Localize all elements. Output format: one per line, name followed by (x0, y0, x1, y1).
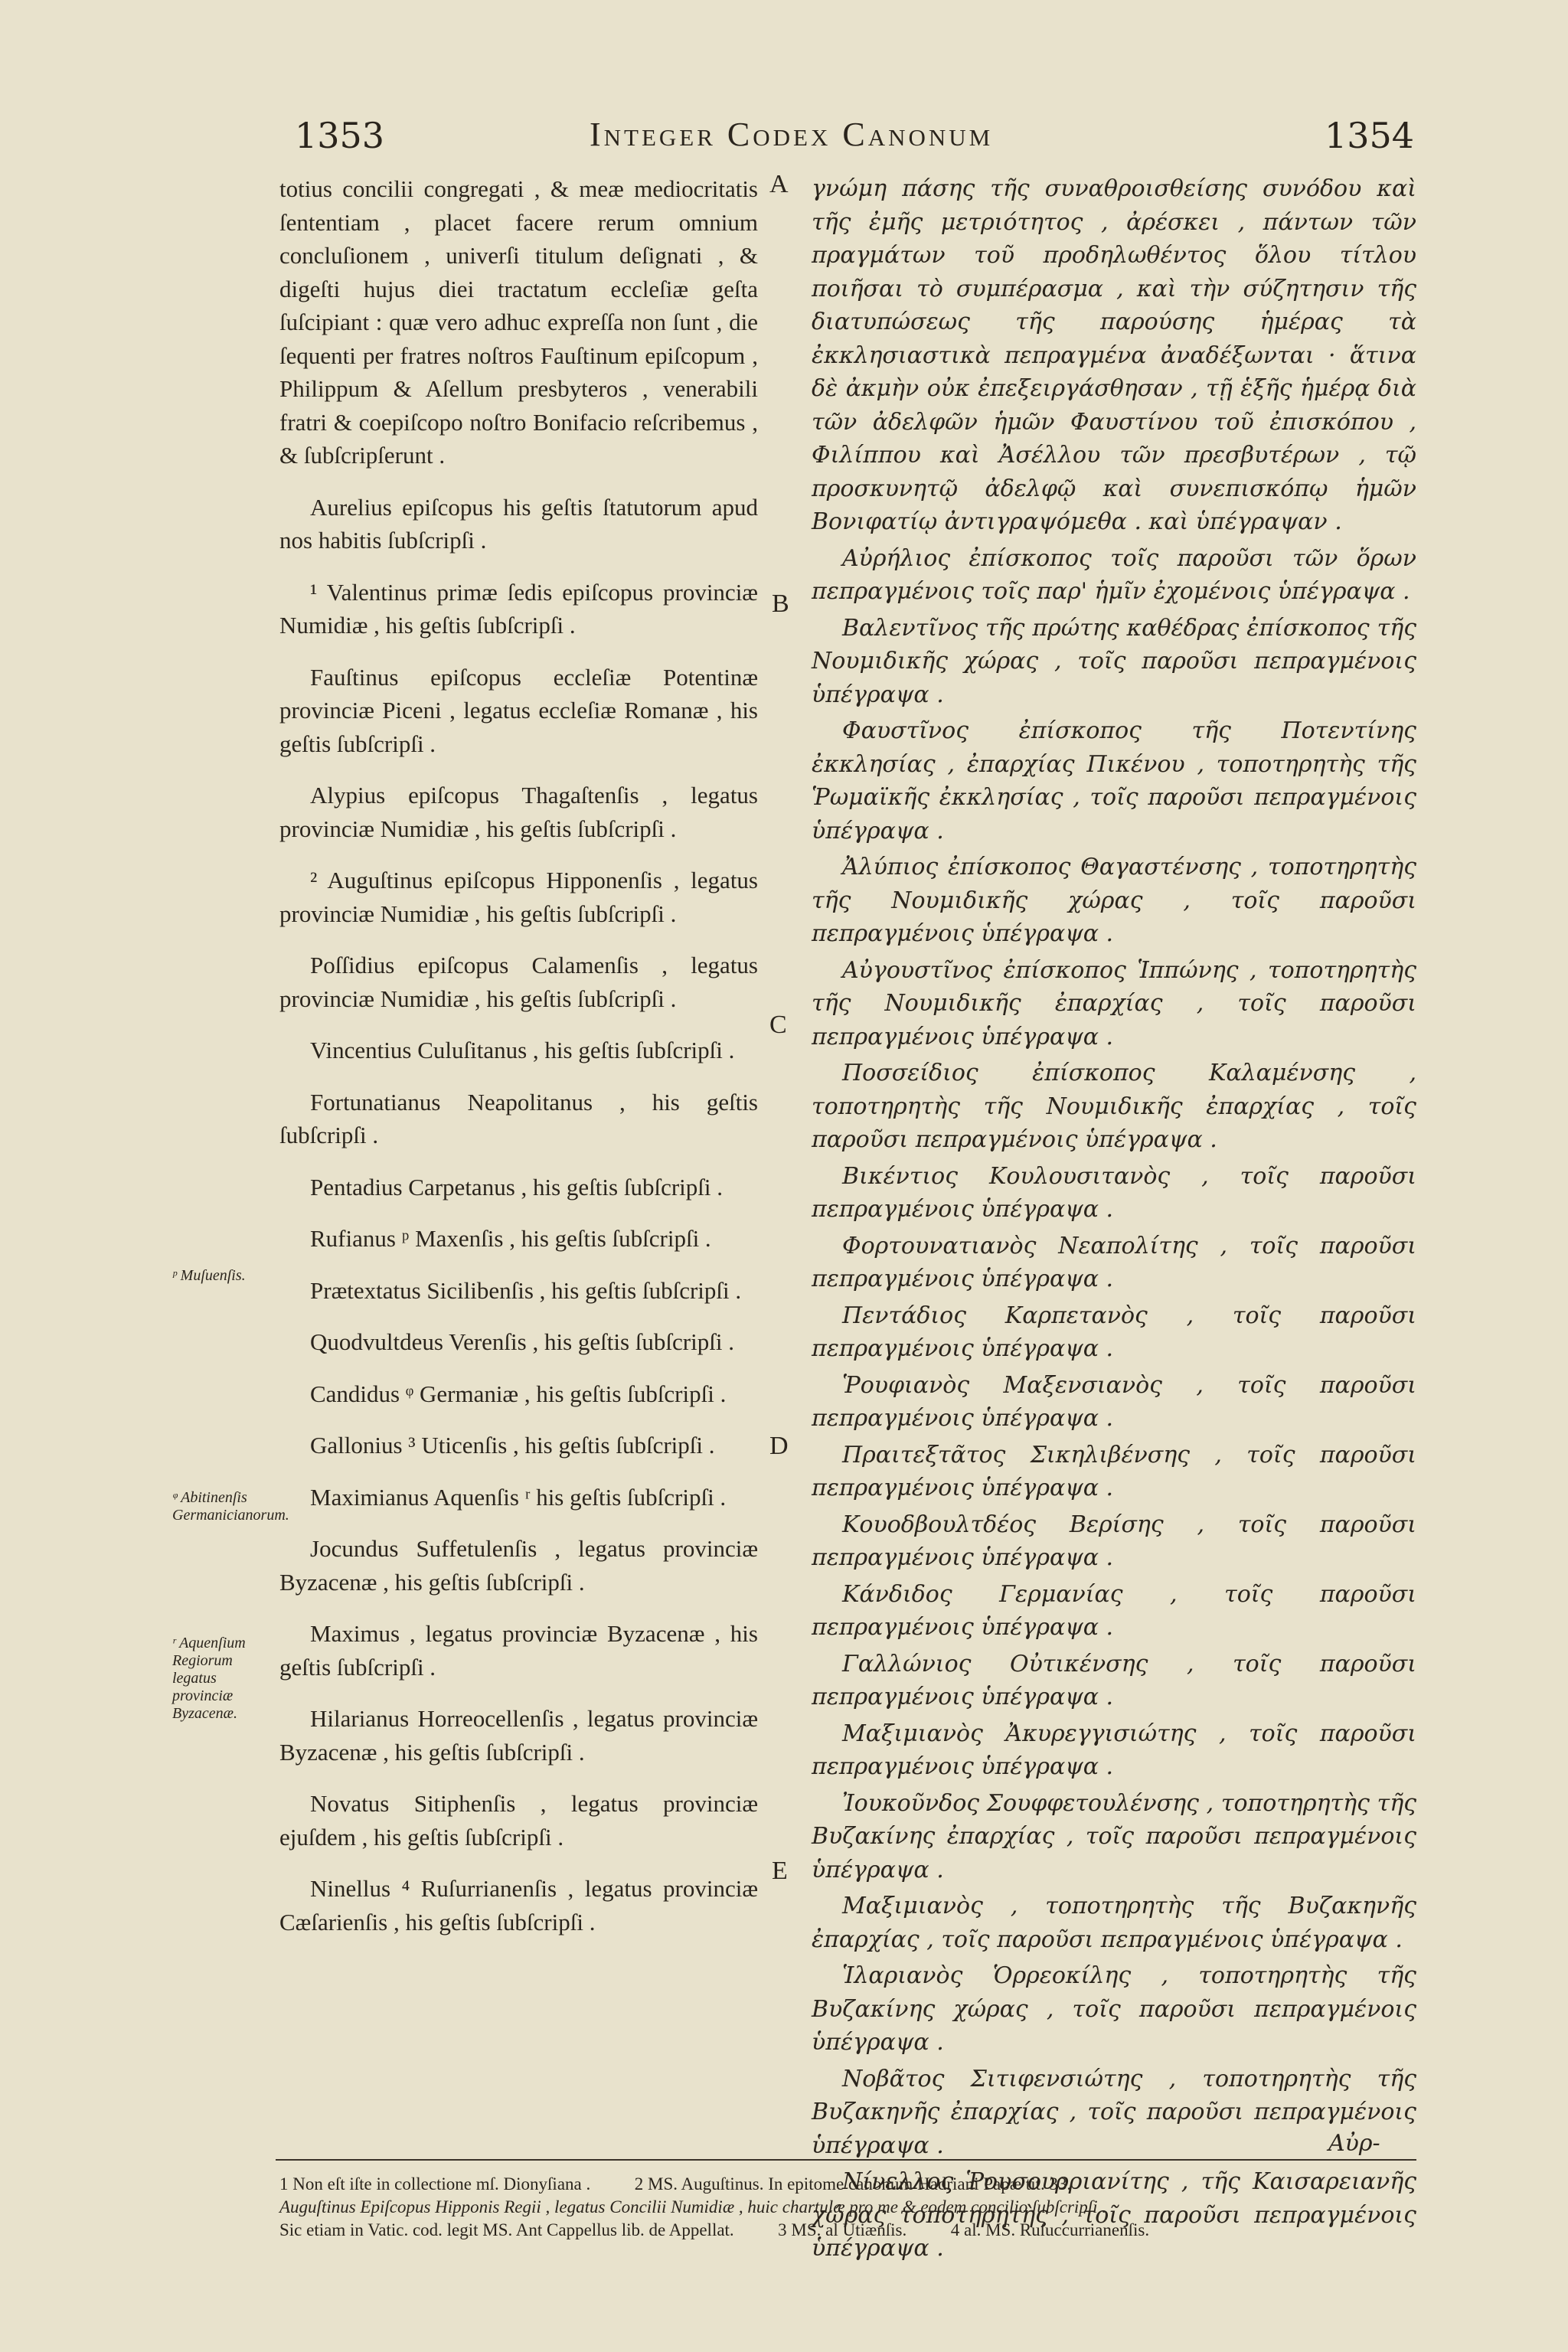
greek-paragraph: γνώμη πάσης τῆς συναθροισθείσης συνόδου καὶ τῆς ἐμῆς μετριότητος , ἀρέσκει , πάντων τῶν πραγμάτων τοῦ προδηλωθέντος ὅλου τίτλου ποιῆσαι τὸ συμπέρασμα , καὶ τὴν σύζητησιν τῆς διατυπώσεως τῆς παρούσης ἡμέρας τὰ ἐκκλησιαστικὰ πεπραγμένα ἀναδέξωνται · ἅτινα δὲ ἀκμὴν οὐκ ἐπεξειργάσθησαν , τῇ ἑξῆς ἡμέρᾳ διὰ τῶν ἀδελφῶν ἡμῶν Φαυστίνου τοῦ ἐπισκόπου , Φιλίππου καὶ Ἀσέλλου τῶν πρεσβυτέρων , τῷ προσκυνητῷ ἀδελφῷ καὶ συνεπισκόπῳ ἡμῶν Βονιφατίῳ ἀντιγραψόμεθα . καὶ ὑπέγραψαν . (812, 175, 1416, 535)
page-number-left: 1353 (295, 115, 385, 156)
latin-paragraph: ² Auguſtinus epiſcopus Hipponenſis , legatus provinciæ Numidiæ , his geſtis ſubſcripſi . (279, 867, 758, 927)
latin-paragraph: totius concilii congregati , & meæ mediocritatis ſententiam , placet facere rerum omnium concluſionem , univerſi titulum deſignati , & digeſti hujus diei tractatum eccleſiæ geſta ſuſcipiant : quæ vero adhuc expreſſa non ſunt , die ſequenti per fratres noſtros Fauſtinum epiſcopum , Philippum & Aſellum presbyteros , venerabili fratri & coepiſcopo noſtro Bonifacio reſcribemus , & ſubſcripſerunt . (279, 175, 758, 469)
greek-paragraph: Νίνελλος Ῥουσουρριανίτης , τῆς Καισαρειανῆς χώρας τοποτηρητὴς , τοῖς παροῦσι πεπραγμένοις ὑπέγραψα . (812, 2168, 1416, 2262)
running-title: Integer Codex Canonum (590, 116, 994, 153)
greek-paragraph: Κάνδιδος Γερμανίας , τοῖς παροῦσι πεπραγμένοις ὑπέγραψα . (812, 1580, 1416, 1641)
footnotes (279, 2173, 1428, 2242)
latin-paragraph: Rufianus ᵖ Maxenſis , his geſtis ſubſcripſi . (310, 1225, 711, 1252)
margin-letter-c: C (769, 1011, 787, 1039)
footnote-line: 1 Non eſt iſte in collectione mſ. Dionyſiana . 2 MS. Auguſtinus. In epitome canonum Hadriani Papæ tit. 33. (279, 2174, 1072, 2194)
greek-paragraph: Γαλλώνιος Οὐτικένσης , τοῖς παροῦσι πεπραγμένοις ὑπέγραψα . (812, 1650, 1416, 1710)
latin-paragraph: Gallonius ³ Uticenſis , his geſtis ſubſcripſi . (310, 1432, 715, 1459)
latin-paragraph: Maximus , legatus provinciæ Byzacenæ , his geſtis ſubſcripſi . (279, 1620, 758, 1681)
latin-column (279, 172, 758, 1957)
greek-paragraph: Νοβᾶτος Σιτιφενσιώτης , τοποτηρητὴς τῆς Βυζακηνῆς ἐπαρχίας , τοῖς παροῦσι πεπραγμένοις ὑπέγραψα . (812, 2065, 1416, 2159)
latin-paragraph: Ninellus ⁴ Ruſurrianenſis , legatus provinciæ Cæſarienſis , his geſtis ſubſcripſi . (279, 1875, 758, 1936)
greek-paragraph: Βαλεντῖνος τῆς πρώτης καθέδρας ἐπίσκοπος τῆς Νουμιδικῆς χώρας , τοῖς παροῦσι πεπραγμένοις ὑπέγραψα . (812, 614, 1416, 708)
greek-paragraph: Μαξιμιανὸς , τοποτηρητὴς τῆς Βυζακηνῆς ἐπαρχίας , τοῖς παροῦσι πεπραγμένοις ὑπέγραψα . (812, 1893, 1416, 1953)
greek-paragraph: Φαυστῖνος ἐπίσκοπος τῆς Ποτεντίνης ἐκκλησίας , ἐπαρχίας Πικένου , τοποτηρητὴς τῆς Ῥωμαϊκῆς ἐκκλησίας , τοῖς παροῦσι πεπραγμένοις ὑπέγραψα . (812, 717, 1416, 844)
greek-paragraph: Πεντάδιος Καρπετανὸς , τοῖς παροῦσι πεπραγμένοις ὑπέγραψα . (812, 1302, 1416, 1362)
greek-paragraph: Αὐρήλιος ἐπίσκοπος τοῖς παροῦσι τῶν ὅρων πεπραγμένοις τοῖς παρ' ἡμῖν ἐχομένοις ὑπέγραψα . (812, 544, 1416, 605)
greek-paragraph: Μαξιμιανὸς Ἀκυρεγγισιώτης , τοῖς παροῦσι πεπραγμένοις ὑπέγραψα . (812, 1720, 1416, 1780)
latin-paragraph: ¹ Valentinus primæ ſedis epiſcopus provinciæ Numidiæ , his geſtis ſubſcripſi . (279, 578, 758, 639)
margin-letter-d: D (769, 1432, 789, 1460)
greek-paragraph: Ἀλύπιος ἐπίσκοπος Θαγαστένσης , τοποτηρητὴς τῆς Νουμιδικῆς χώρας , τοῖς παροῦσι πεπραγμένοις ὑπέγραψα . (812, 854, 1416, 947)
footnote-rule (276, 2159, 1416, 2161)
latin-paragraph: Prætextatus Sicilibenſis , his geſtis ſubſcripſi . (310, 1276, 742, 1304)
latin-paragraph: Aurelius epiſcopus his geſtis ſtatutorum apud nos habitis ſubſcripſi . (279, 493, 758, 554)
page-number-right: 1354 (1325, 115, 1415, 156)
margin-letter-a: A (769, 170, 789, 198)
page-header (0, 115, 1568, 176)
latin-paragraph: Novatus Sitiphenſis , legatus provinciæ ejuſdem , his geſtis ſubſcripſi . (279, 1790, 758, 1851)
latin-paragraph: Maximianus Aquenſis ʳ his geſtis ſubſcripſi . (310, 1483, 727, 1511)
latin-paragraph: Hilarianus Horreocellenſis , legatus provinciæ Byzacenæ , his geſtis ſubſcripſi . (279, 1705, 758, 1766)
catchword: Αὐρ- (1328, 2130, 1380, 2157)
greek-paragraph: Πραιτεξτᾶτος Σικηλιβένσης , τοῖς παροῦσι πεπραγμένοις ὑπέγραψα . (812, 1441, 1416, 1501)
footnote-line: Sic etiam in Vatic. cod. legit MS. Ant Cappellus lib. de Appellat. 3 MS. al Utiænſis. 4 al. MS. Ruſuccurrianenſis. (279, 2220, 1150, 2239)
greek-paragraph: Βικέντιος Κουλουσιτανὸς , τοῖς παροῦσι πεπραγμένοις ὑπέγραψα . (812, 1162, 1416, 1223)
latin-paragraph: Vincentius Culuſitanus , his geſtis ſubſcripſi . (310, 1037, 735, 1063)
margin-note: ʳ Aquenſium Regiorum legatus provinciæ Byzacenæ. (172, 1635, 246, 1722)
greek-paragraph: Ἱλαριανὸς Ὁρρεοκίλης , τοποτηρητὴς τῆς Βυζακίνης χώρας , τοῖς παροῦσι πεπραγμένοις ὑπέγραψα . (812, 1962, 1416, 2056)
latin-paragraph: Alypius epiſcopus Thagaſtenſis , legatus provinciæ Numidiæ , his geſtis ſubſcripſi . (279, 782, 758, 842)
latin-paragraph: Candidus ᵠ Germaniæ , his geſtis ſubſcripſi . (310, 1380, 727, 1407)
greek-paragraph: Αὐγουστῖνος ἐπίσκοπος Ἱππώνης , τοποτηρητὴς τῆς Νουμιδικῆς ἐπαρχίας , τοῖς παροῦσι πεπραγμένοις ὑπέγραψα . (812, 956, 1416, 1050)
margin-note: ᵠ Abitinenſis Germanicianorum. (172, 1489, 289, 1524)
greek-paragraph: Φορτουνατιανὸς Νεαπολίτης , τοῖς παροῦσι πεπραγμένοις ὑπέγραψα . (812, 1232, 1416, 1292)
latin-paragraph: Fauſtinus epiſcopus eccleſiæ Potentinæ provinciæ Piceni , legatus eccleſiæ Romanæ , his geſtis ſubſcripſi . (279, 663, 758, 757)
greek-paragraph: Ῥουφιανὸς Μαξενσιανὸς , τοῖς παροῦσι πεπραγμένοις ὑπέγραψα . (812, 1371, 1416, 1432)
latin-paragraph: Jocundus Suffetulenſis , legatus provinciæ Byzacenæ , his geſtis ſubſcripſi . (279, 1535, 758, 1596)
latin-paragraph: Fortunatianus Neapolitanus , his geſtis ſubſcripſi . (279, 1088, 758, 1148)
greek-paragraph: Κουοδβουλτδέος Βερίσης , τοῖς παροῦσι πεπραγμένοις ὑπέγραψα . (812, 1511, 1416, 1571)
greek-paragraph: Ποσσείδιος ἐπίσκοπος Καλαμένσης , τοποτηρητὴς τῆς Νουμιδικῆς ἐπαρχίας , τοῖς παροῦσι πεπραγμένοις ὑπέγραψα . (812, 1060, 1416, 1153)
greek-paragraph: Ἰουκοῦνδος Σουφφετουλένσης , τοποτηρητὴς τῆς Βυζακίνης ἐπαρχίας , τοῖς παροῦσι πεπραγμένοις ὑπέγραψα . (812, 1789, 1416, 1883)
margin-letter-b: B (772, 590, 789, 618)
margin-letter-e: E (772, 1857, 788, 1885)
latin-paragraph: Poſſidius epiſcopus Calamenſis , legatus provinciæ Numidiæ , his geſtis ſubſcripſi . (279, 952, 758, 1012)
latin-paragraph: Pentadius Carpetanus , his geſtis ſubſcripſi . (310, 1173, 723, 1200)
greek-column (812, 172, 1416, 2269)
latin-paragraph: Quodvultdeus Verenſis , his geſtis ſubſcripſi . (310, 1328, 734, 1355)
margin-note: ᵖ Muſuenſis. (172, 1267, 246, 1284)
footnote-line: Auguſtinus Epiſcopus Hipponis Regii , legatus Concilii Numidiæ , huic chartulæ pro me & eodem concilio ſubſcripſi . (279, 2197, 1107, 2216)
